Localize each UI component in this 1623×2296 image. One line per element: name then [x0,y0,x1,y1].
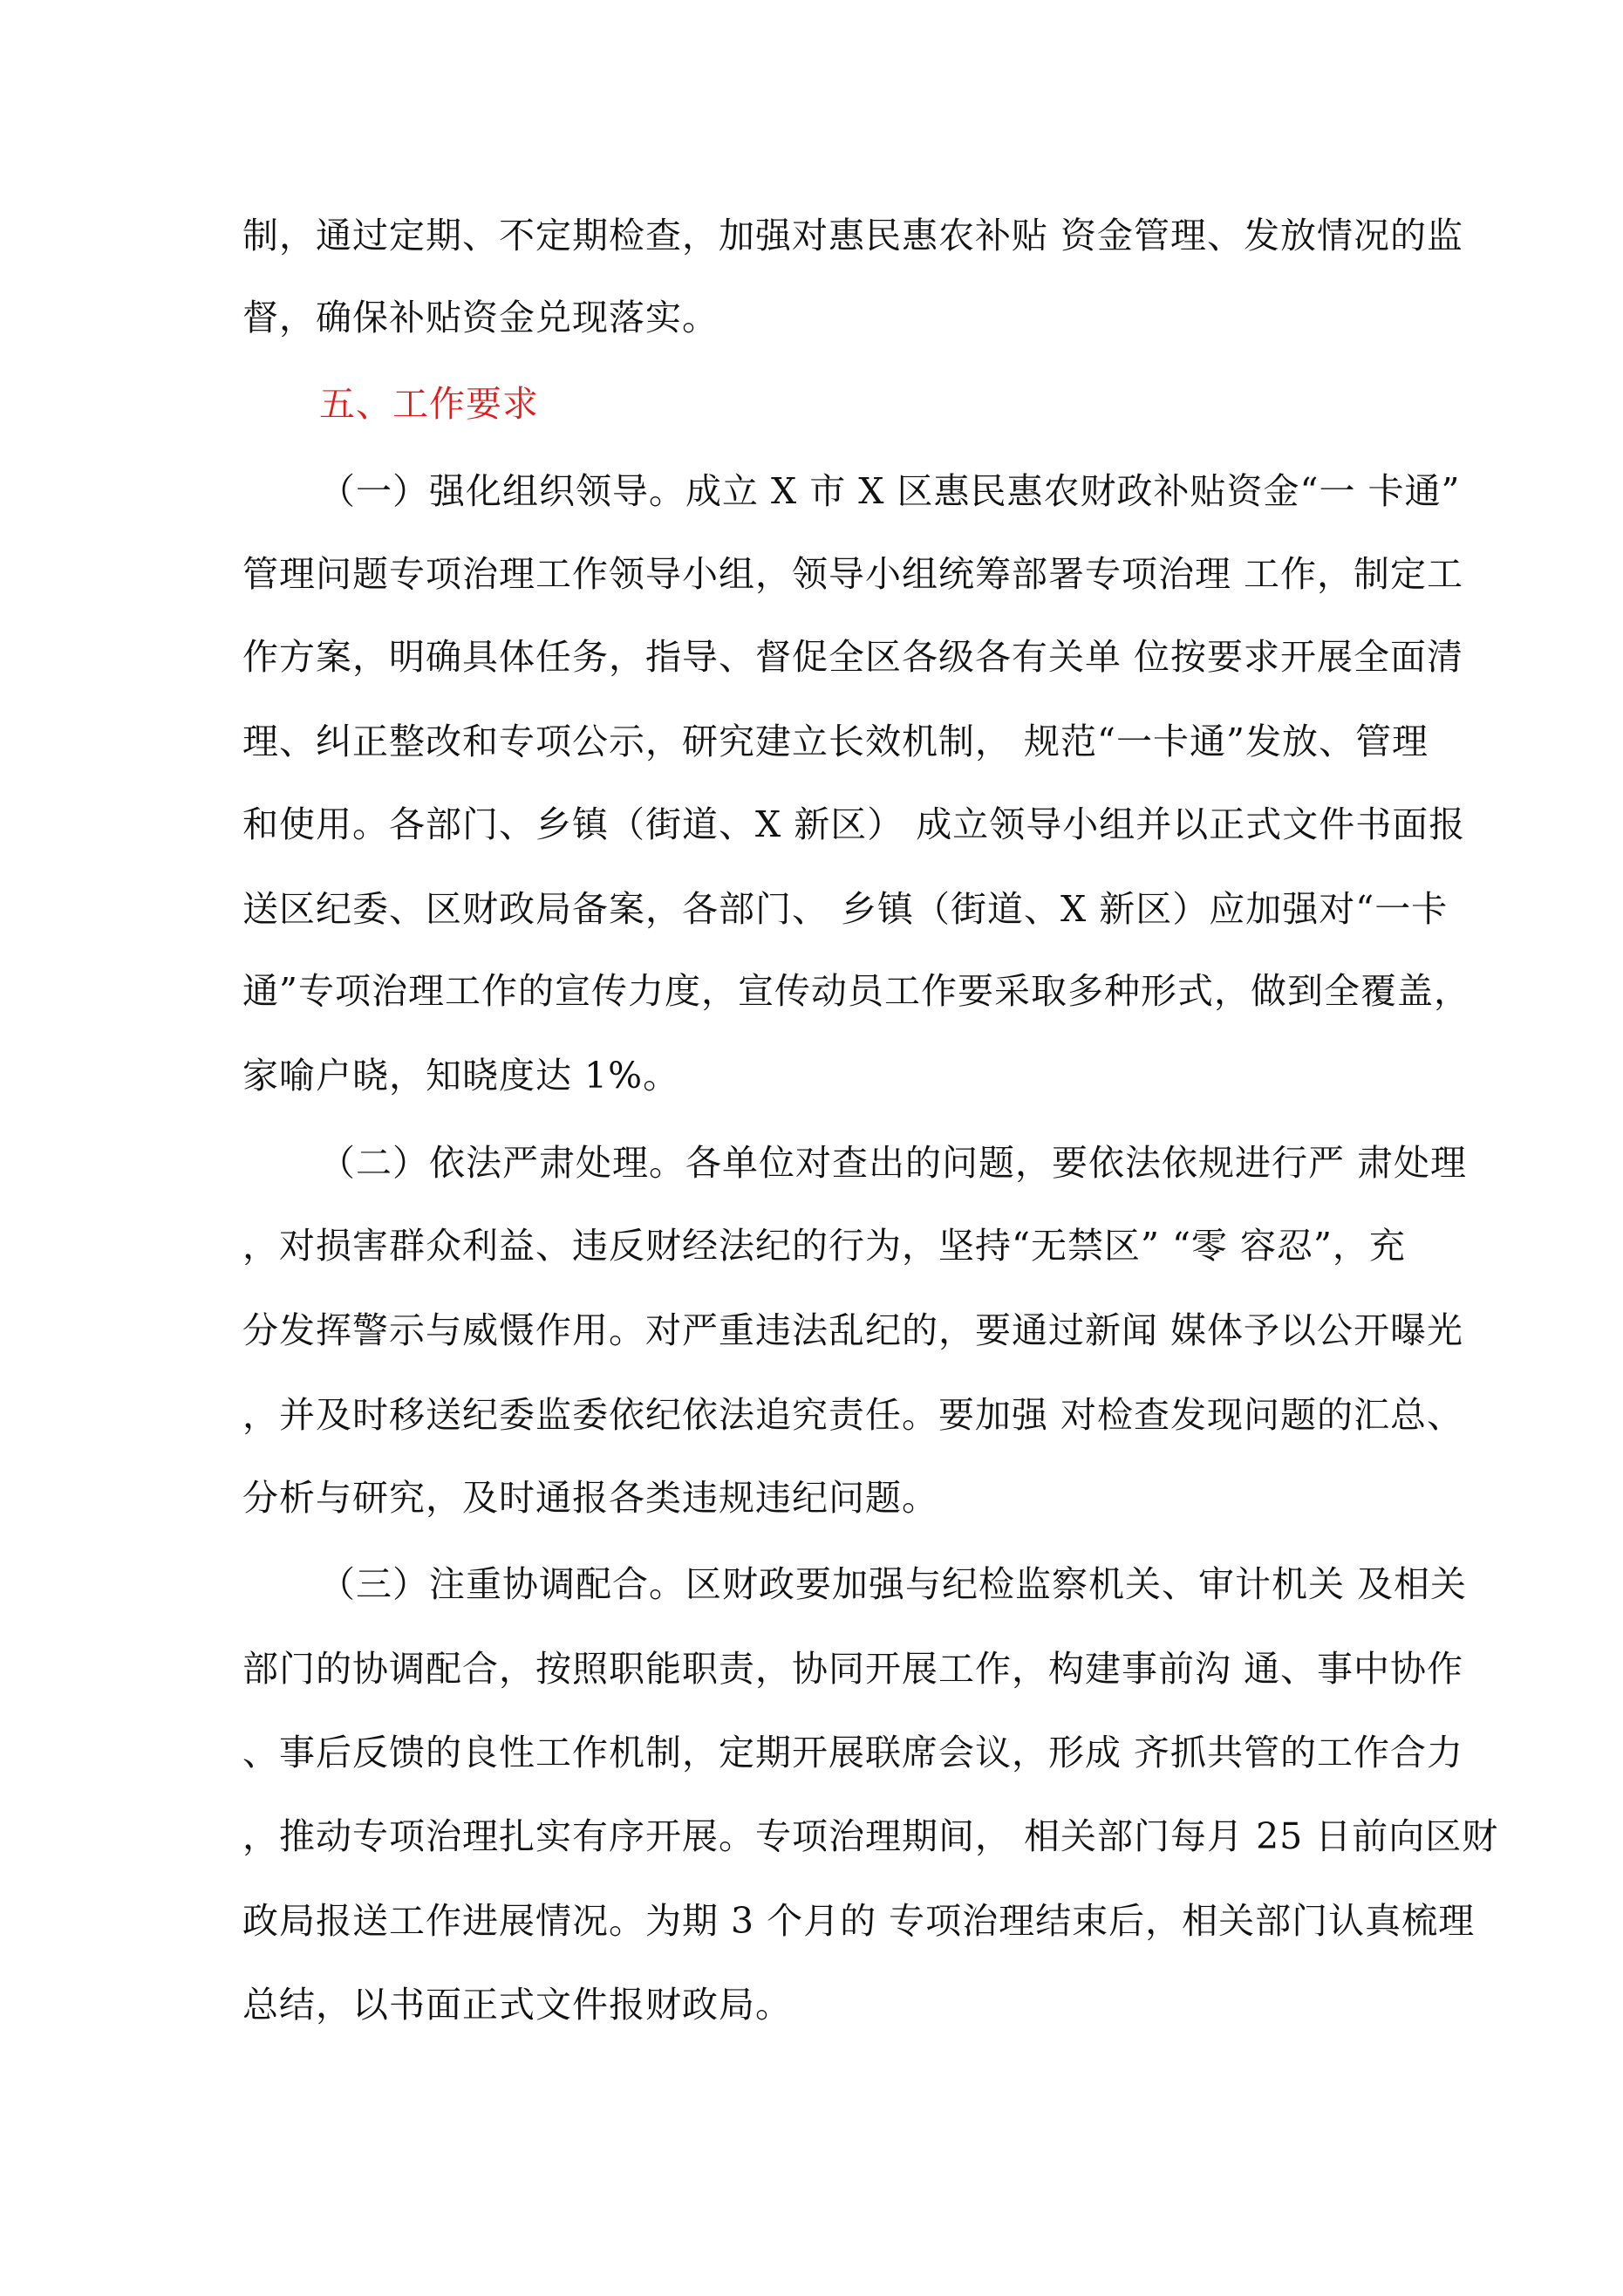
body-line: 管理问题专项治理工作领导小组，领导小组统筹部署专项治理 工作，制定工 [242,553,1464,595]
body-line: 政局报送工作进展情况。为期 3 个月的 专项治理结束后，相关部门认真梳理 [242,1900,1476,1942]
body-line: 、事后反馈的良性工作机制，定期开展联席会议，形成 齐抓共管的工作合力 [242,1732,1464,1773]
body-line: 分发挥警示与威慑作用。对严重违法乱纪的，要通过新闻 媒体予以公开曝光 [242,1309,1464,1351]
body-line: ，对损害群众利益、违反财经法纪的行为，坚持“无禁区” “零 容忍”，充 [242,1225,1406,1267]
body-line: ，并及时移送纪委监委依纪依法追究责任。要加强 对检查发现问题的汇总、 [242,1394,1464,1436]
body-line: 家喻户晓，知晓度达 1%。 [242,1055,680,1097]
paragraph-first-line: （三）注重协调配合。区财政要加强与纪检监察机关、审计机关 及相关 [319,1563,1468,1605]
paragraph-first-line: （二）依法严肃处理。各单位对查出的问题，要依法依规进行严 肃处理 [319,1142,1468,1184]
body-line: 理、纠正整改和专项公示，研究建立长效机制， 规范“一卡通”发放、管理 [242,721,1429,762]
body-line: 和使用。各部门、乡镇（街道、X 新区） 成立领导小组并以正式文件书面报 [242,803,1466,845]
section-heading: 五、工作要求 [319,383,539,425]
body-line: 总结，以书面正式文件报财政局。 [242,1984,792,2026]
body-line: 制，通过定期、不定期检查，加强对惠民惠农补贴 资金管理、发放情况的监 [242,215,1464,256]
body-line: 作方案，明确具体任务，指导、督促全区各级各有关单 位按要求开展全面清 [242,636,1464,678]
body-line: 分析与研究，及时通报各类违规违纪问题。 [242,1477,938,1519]
body-line: 送区纪委、区财政局备案，各部门、 乡镇（街道、X 新区）应加强对“一卡 [242,888,1449,930]
body-line: 部门的协调配合，按照职能职责，协同开展工作，构建事前沟 通、事中协作 [242,1648,1464,1690]
body-line: 督，确保补贴资金兑现落实。 [242,297,719,338]
body-line: ，推动专项治理扎实有序开展。专项治理期间， 相关部门每月 25 日前向区财 [242,1815,1499,1857]
paragraph-first-line: （一）强化组织领导。成立 X 市 X 区惠民惠农财政补贴资金“一 卡通” [319,470,1461,512]
body-line: 通”专项治理工作的宣传力度，宣传动员工作要采取多种形式，做到全覆盖， [242,970,1470,1012]
